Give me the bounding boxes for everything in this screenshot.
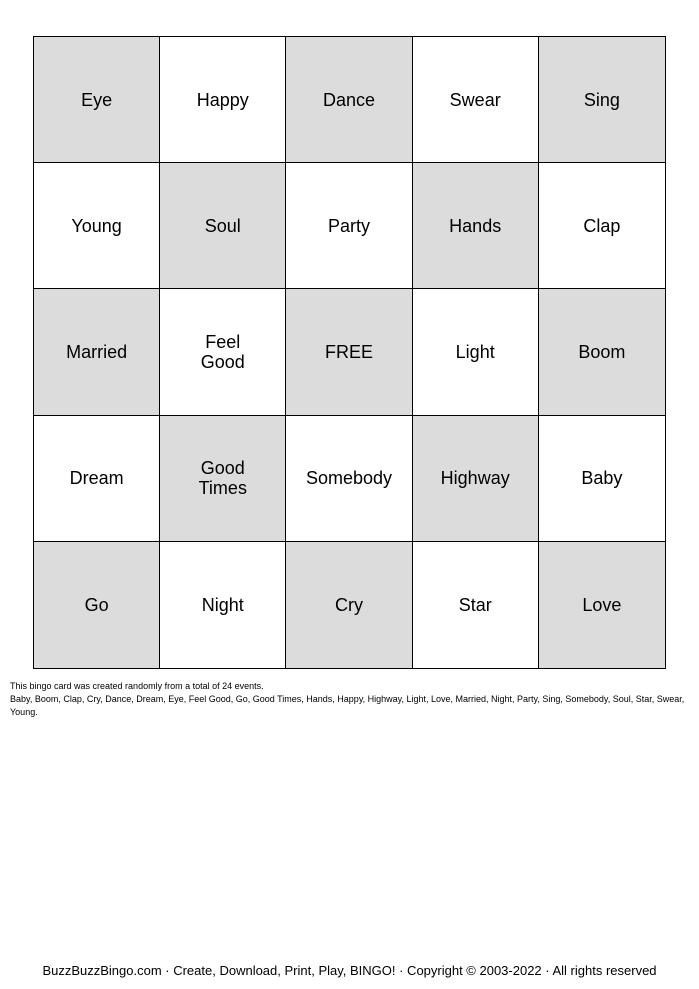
bingo-card — [33, 36, 666, 669]
bingo-cell-r1-c1: Eye — [34, 37, 160, 163]
bingo-cell-r4-c5: Baby — [539, 416, 665, 542]
bingo-cell-r2-c3: Party — [286, 163, 412, 289]
bingo-cell-r3-c5: Boom — [539, 289, 665, 415]
bingo-cell-r5-c3: Cry — [286, 542, 412, 668]
copyright-footer: BuzzBuzzBingo.com · Create, Download, Print, Play, BINGO! · Copyright © 2003-2022 · All rights reserved — [42, 963, 657, 978]
bingo-cell-r3-c1: Married — [34, 289, 160, 415]
bingo-cell-r2-c5: Clap — [539, 163, 665, 289]
bingo-cell-r2-c2: Soul — [160, 163, 286, 289]
bingo-cell-r5-c1: Go — [34, 542, 160, 668]
bingo-cell-r5-c2: Night — [160, 542, 286, 668]
bingo-cell-r2-c4: Hands — [413, 163, 539, 289]
bingo-cell-r4-c1: Dream — [34, 416, 160, 542]
bingo-cell-r1-c2: Happy — [160, 37, 286, 163]
generation-note: This bingo card was created randomly from a total of 24 events. — [10, 681, 264, 691]
bingo-cell-r3-c4: Light — [413, 289, 539, 415]
card-info — [10, 680, 690, 719]
bingo-cell-r5-c4: Star — [413, 542, 539, 668]
bingo-cell-r2-c1: Young — [34, 163, 160, 289]
bingo-cell-r1-c4: Swear — [413, 37, 539, 163]
bingo-cell-r4-c2: Good Times — [160, 416, 286, 542]
bingo-cell-r4-c4: Highway — [413, 416, 539, 542]
bingo-cell-r1-c5: Sing — [539, 37, 665, 163]
bingo-cell-r1-c3: Dance — [286, 37, 412, 163]
bingo-cell-r3-c2: Feel Good — [160, 289, 286, 415]
bingo-cell-r4-c3: Somebody — [286, 416, 412, 542]
events-list: Baby, Boom, Clap, Cry, Dance, Dream, Eye, Feel Good, Go, Good Times, Hands, Happy, Highway, Light, Love, Married, Night, Party, Sing, Somebody, Soul, Star, Swear, Young. — [10, 694, 685, 717]
bingo-cell-free-space: FREE — [286, 289, 412, 415]
bingo-cell-r5-c5: Love — [539, 542, 665, 668]
